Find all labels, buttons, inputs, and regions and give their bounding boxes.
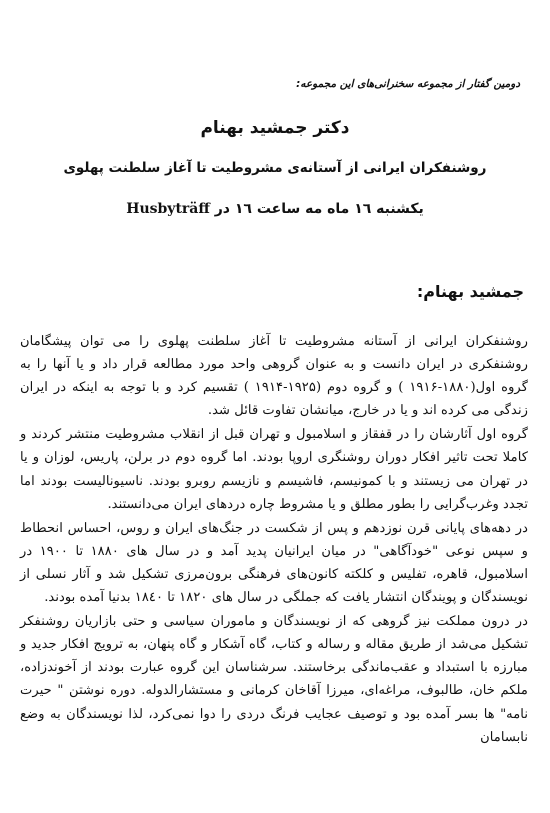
date-venue-line (0, 201, 550, 217)
series-note: دومین گفتار از مجموعه سخنرانی‌های این مجموعه: (296, 78, 520, 90)
body-text (20, 330, 528, 750)
author-name: دکتر جمشید بهنام (200, 118, 350, 138)
event-venue: Husbyträff (126, 201, 210, 217)
paragraph: در درون مملکت نیز گروهی که از نویسندگان و ماموران سیاسی و حتی بازاریان روشنفکر تشکیل می‌شد از طریق مقاله و رساله و کتاب، گاه آشکار و گاه پنهان، به ترویج افکار جدید و مبارزه با استبداد و عقب‌ماندگی برخاستند. سرشناسان این گروه عبارت بودند از آخوندزاده، ملکم خان، طالبوف، مراغه‌ای، میرزا آقاخان کرمانی و مستشارالدوله. دوره نوشتن " حیرت نامه" ها بسر آمده بود و توصیف عجایب فرنگ دردی را دوا نمی‌کرد، لذا نویسندگان به وضع نابسامان (20, 614, 528, 745)
paragraph: گروه اول آثارشان را در قفقاز و اسلامبول و تهران قبل از انقلاب مشروطیت منتشر کردند و کاملا تحت تاثیر افکار دوران روشنگری اروپا بودند. اما گروه دوم در برلن، پاریس، لوزان و یا در تهران می زیستند و با کمونیسم، فاشیسم و نازیسم روبرو بودند. ناسیونالیست بودند اما تجدد وغرب‌گرایی را بطور مطلق و یا مشروط چاره دردهای ایران می‌دانستند. (20, 427, 528, 512)
event-date: یکشنبه ۱٦ ماه مه ساعت ۱٦ در (214, 201, 424, 217)
talk-title: روشنفکران ایرانی از آستانه‌ی مشروطیت تا آغاز سلطنت پهلوی (63, 160, 487, 176)
paragraph: در دهه‌های پایانی قرن نوزدهم و پس از شکست در جنگ‌های ایران و روس، احساس انحطاط و سپس نوعی "خودآگاهی" در میان ایرانیان پدید آمد و در سال های ۱۸۸۰ تا ۱۹۰۰ در اسلامبول، قاهره، تفلیس و کلکته کانون‌های فرهنگی برون‌مرزی تشکیل شد و آثار نسلی از نویسندگان و پویندگان انتشار یافت که جملگی در سال های ۱۸۲۰ تا ۱۸٤۰ بدنیا آمده بودند. (20, 520, 528, 606)
paragraph: روشنفکران ایرانی از آستانه مشروطیت تا آغاز سلطنت پهلوی را می توان پیشگامان روشنفکری در ایران دانست و به عنوان گروهی واحد مورد مطالعه قرار داد و یا آنها را به گروه اول(۱۸۸۰-۱۹۱۶ ) و گروه دوم (۱۹۲۵-۱۹۱۴ ) تقسیم کرد و با توجه به اینکه در ایران زندگی می کرده اند و یا در خارج، میانشان تفاوت قائل شد. (20, 334, 528, 419)
speaker-label: جمشید بهنام: (416, 282, 524, 301)
